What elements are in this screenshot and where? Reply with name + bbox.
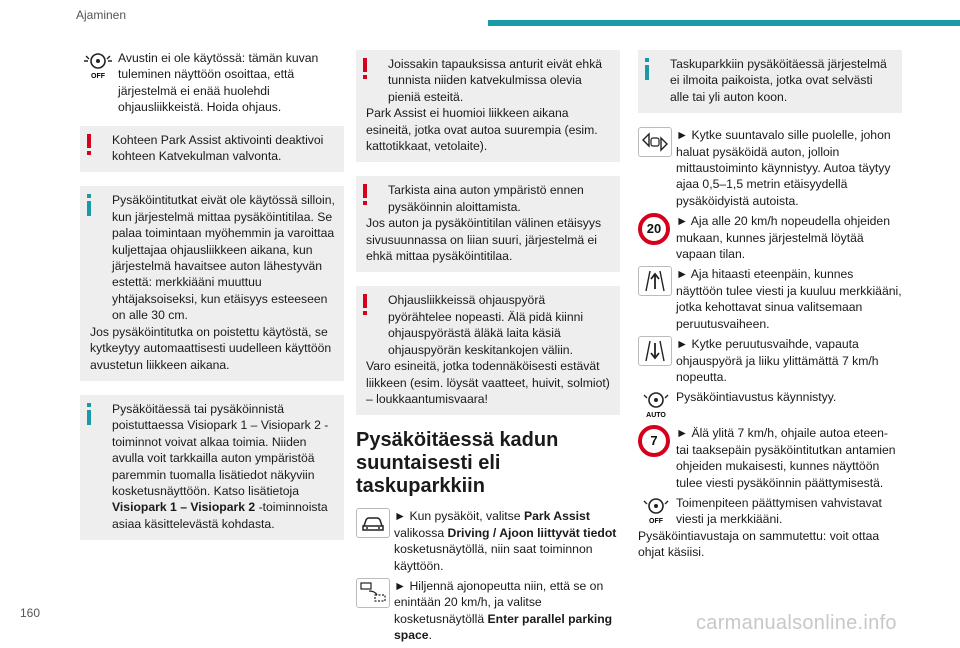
warning-icon	[362, 294, 370, 316]
step-text: Pysäköintiavustus käynnistyy.	[676, 390, 837, 405]
info-text: Pysäköintitutkat eivät ole käytössä silloin, kun järjestelmä mittaa pysäköintitilaa. Se palaa toimintaan myöhemmin ja varoittaa kuljettajaa ohjausliikkeen aikana, kun järjestelmä havaitsee auton lähestyvän estettä: merkkiääni muuttuu yhtäjaksoiseksi, kun etäisyys esteeseen on alle 30 cm.	[112, 193, 335, 323]
warning-text: Joissakin tapauksissa anturit eivät ehkä tunnista niiden katvekulmissa olevia pieniä esteitä.	[388, 57, 603, 104]
step-text: Toimenpiteen päättymisen vahvistavat viesti ja merkkiääni.	[676, 495, 882, 527]
svg-text:AUTO: AUTO	[646, 412, 666, 420]
park-assist-off-note	[80, 50, 344, 116]
parallel-parking-icon	[356, 578, 390, 608]
car-menu-icon	[356, 508, 390, 538]
section-heading: Pysäköitäessä kadun suuntaisesti eli taskuparkkiin	[356, 429, 559, 498]
warning-box	[80, 126, 344, 173]
step-text: ► Aja alle 20 km/h nopeudella ohjeiden mukaan, kunnes järjestelmä löytää vapaan tilan.	[676, 214, 890, 262]
page-header	[0, 0, 960, 36]
column-1	[80, 50, 344, 554]
column-3	[638, 50, 902, 565]
info-box	[80, 186, 344, 380]
park-assist-off-icon	[640, 495, 672, 525]
step-drive-forward	[638, 266, 902, 332]
warning-box-surroundings	[356, 176, 620, 272]
park-assist-auto-icon	[640, 389, 672, 419]
step-activate	[356, 508, 620, 574]
step-speed-7	[638, 425, 902, 491]
warning-text-2: Jos auton ja pysäköintitilan välinen etäisyys sivusuunnassa on liian suuri, järjestelmä ei ehkä mittaa pysäköintitilaa.	[366, 216, 602, 264]
warning-text: Kohteen Park Assist aktivointi deaktivoi kohteen Katvekulman valvonta.	[112, 132, 324, 164]
step-text: ► Kytke peruutusvaihde, vapauta ohjauspyörä ja liiku ylittämättä 7 km/h nopeutta.	[676, 337, 879, 384]
step-slow-down	[356, 578, 620, 644]
step-assist-start	[638, 389, 902, 421]
warning-box-steering	[356, 286, 620, 415]
info-icon	[86, 194, 94, 216]
step-indicator	[638, 127, 902, 209]
warning-icon	[86, 134, 94, 156]
header-accent-bar	[488, 20, 960, 26]
step-text: ► Älä ylitä 7 km/h, ohjaile autoa eteen- tai taaksepäin pysäköintitutkan antamien ohjeiden mukaisesti, kunnes näyttöön tulee viesti pysäköinnin päättymisestä.	[676, 426, 896, 490]
step-text: ► Kun pysäköit, valitse Park Assist valikossa Driving / Ajoon liittyvät tiedot kosketusnäytöllä, niin saat toiminnon käyttöön.	[394, 509, 617, 573]
warning-icon	[362, 58, 370, 80]
park-assist-off-icon	[82, 50, 114, 80]
warning-text: Ohjausliikkeissä ohjauspyörä pyörähtelee nopeasti. Älä pidä kiinni ohjauspyörästä äläkä laita käsiä ohjauspyörän keskitankojen väliin.	[388, 293, 584, 357]
speed-limit-sign-icon: 7	[638, 425, 670, 457]
watermark: carmanualsonline.info	[696, 612, 897, 634]
step-text-2: Pysäköintiavustaja on sammutettu: voit ottaa ohjat käsiisi.	[638, 528, 880, 560]
forward-arrow-icon	[638, 266, 672, 296]
section-title: Ajaminen	[76, 8, 127, 22]
svg-text:OFF: OFF	[649, 517, 663, 525]
speed-limit-sign-icon: 20	[638, 213, 670, 245]
info-box-parallel	[638, 50, 902, 113]
info-icon	[86, 403, 94, 425]
step-speed-20	[638, 213, 902, 262]
step-reverse	[638, 336, 902, 385]
warning-text: Tarkista aina auton ympäristö ennen pysäköinnin aloittamista.	[388, 183, 584, 214]
info-text: Pysäköitäessä tai pysäköinnistä poistuttaessa Visiopark 1 – Visiopark 2 -toiminnot voivat alkaa toimia. Niiden avulla voit tarkkailla auton ympäristöä paremmin tuomalla lisätiedot näkyviin kosketusnäyttöön. Katso lisätietoja Visiopark 1 – Visiopark 2 -toiminnoista asiaa käsittelevästä kohdasta.	[112, 401, 329, 531]
step-text: ► Hiljennä ajonopeutta niin, että se on enintään 20 km/h, ja valitse kosketusnäytöllä Enter parallel parking space.	[394, 578, 613, 643]
warning-text-2: Varo esineitä, jotka todennäköisesti estävät liikkeen (esim. löysät vaatteet, huivit, solmiot) – loukkaantumisvaara!	[366, 359, 610, 406]
page-number: 160	[20, 606, 41, 620]
column-2	[356, 50, 620, 648]
step-text: ► Kytke suuntavalo sille puolelle, johon haluat pysäköidä auton, jolloin mittaustoiminto käynnistyy. Autoa täytyy ajaa 0,5–1,5 metrin etäisyydellä pysäköidyistä autoista.	[676, 128, 891, 208]
step-text: ► Aja hitaasti eteenpäin, kunnes näyttöön tulee viesti ja kuuluu merkkiääni, jotka kehottavat sinua valitsemaan peruutusvaiheen.	[676, 267, 902, 331]
warning-icon	[362, 184, 370, 206]
svg-text:OFF: OFF	[91, 73, 105, 80]
warning-box-sensors	[356, 50, 620, 162]
warning-text-2: Park Assist ei huomioi liikkeen aikana esineitä, jotka ovat autoa suurempia (esim. kattotikkaat, vetolaite).	[366, 106, 598, 154]
intro-text: Avustin ei ole käytössä: tämän kuvan tuleminen näyttöön osoittaa, että järjestelmä ei enää huolehdi ohjausliikkeistä. Hoida ohjaus.	[118, 51, 319, 115]
info-icon	[644, 58, 652, 80]
info-text: Taskuparkkiin pysäköitäessä järjestelmä ei ilmoita paikoista, jotka ovat selvästi alle tai yli auton koon.	[670, 57, 887, 104]
info-text-2: Jos pysäköintitutka on poistettu käytöstä, se kytkeytyy automaattisesti uudelleen käyttöön avustetun liikkeen aikana.	[90, 324, 332, 372]
info-box-visiopark	[80, 395, 344, 540]
step-finish	[638, 495, 902, 561]
turn-signal-icon	[638, 127, 672, 157]
reverse-arrow-icon	[638, 336, 672, 366]
